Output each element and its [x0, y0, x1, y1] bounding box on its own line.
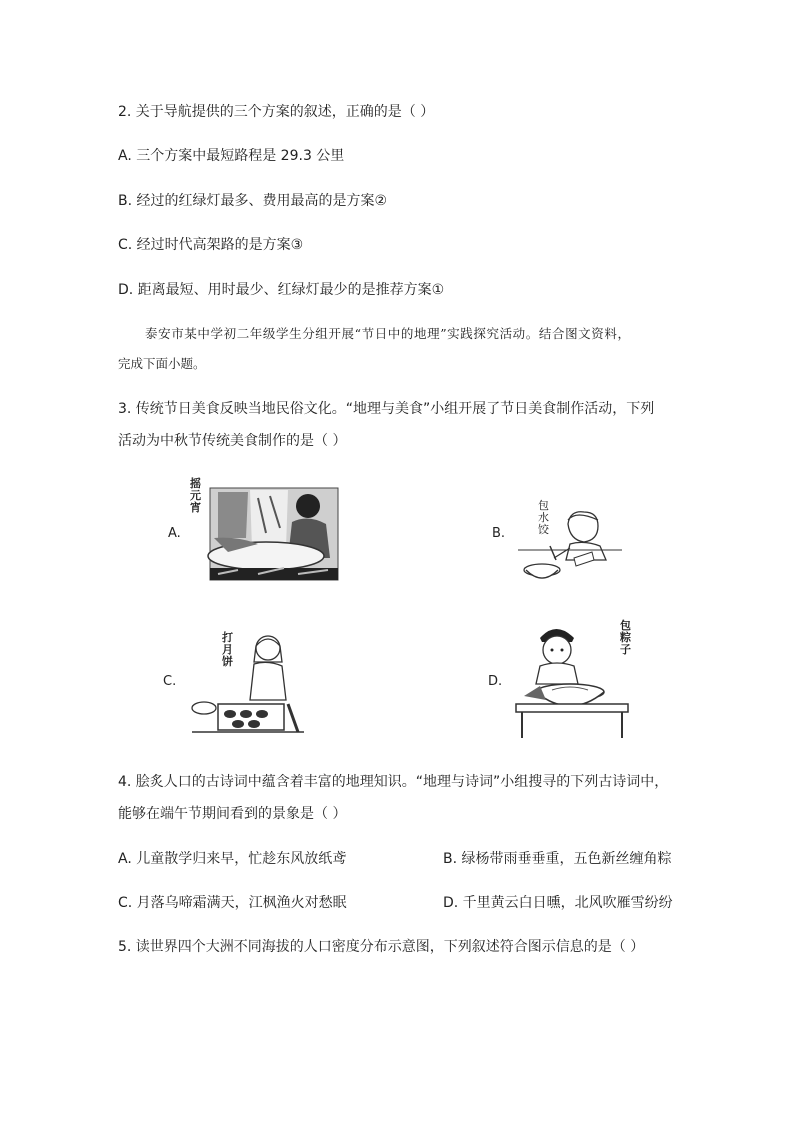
figure-a-letter: A. — [168, 526, 181, 541]
q3-stem-line-1: 3. 传统节日美食反映当地民俗文化。“地理与美食”小组开展了节日美食制作活动，下列 — [118, 401, 655, 417]
figure-b-image — [514, 499, 626, 584]
figure-d-letter: D. — [488, 674, 503, 689]
q4-option-d: D. 千里黄云白日曛，北风吹雁雪纷纷 — [443, 895, 673, 911]
q2-option-b: B. 经过的红绿灯最多、费用最高的是方案② — [118, 193, 388, 209]
q4-stem-line-2: 能够在端午节期间看到的景象是（ ） — [118, 806, 347, 822]
q4-option-c: C. 月落乌啼霜满天，江枫渔火对愁眠 — [118, 895, 347, 911]
figure-a-image — [188, 478, 340, 582]
figure-d-caption: 包粽子 — [620, 619, 631, 656]
q2-option-d: D. 距离最短、用时最少、红绿灯最少的是推荐方案① — [118, 282, 445, 298]
figure-a-caption: 摇元宵 — [190, 477, 201, 514]
q4-option-a: A. 儿童散学归来早，忙趁东风放纸鸢 — [118, 851, 347, 867]
intro-line-2: 完成下面小题。 — [118, 356, 206, 371]
q4-option-b: B. 绿杨带雨垂垂重，五色新丝缠角粽 — [443, 851, 672, 867]
figure-c-letter: C. — [163, 674, 177, 689]
q2-option-a: A. 三个方案中最短路程是 29.3 公里 — [118, 148, 345, 164]
intro-line-1: 泰安市某中学初二年级学生分组开展“节日中的地理”实践探究活动。结合图文资料， — [145, 326, 631, 341]
q2-stem: 2. 关于导航提供的三个方案的叙述，正确的是（ ） — [118, 104, 435, 120]
figure-d-image — [512, 620, 652, 744]
intro-paragraph — [118, 319, 683, 379]
figure-c-image — [188, 628, 308, 740]
q5-stem: 5. 读世界四个大洲不同海拔的人口密度分布示意图，下列叙述符合图示信息的是（ ） — [118, 939, 645, 955]
figure-b-letter: B. — [492, 526, 506, 541]
q3-stem-line-2: 活动为中秋节传统美食制作的是（ ） — [118, 433, 347, 449]
figure-b-caption: 包水饺 — [538, 499, 549, 536]
q4-stem-line-1: 4. 脍炙人口的古诗词中蕴含着丰富的地理知识。“地理与诗词”小组搜寻的下列古诗词中， — [118, 774, 669, 790]
figure-c-caption: 打月饼 — [222, 631, 233, 668]
q2-option-c: C. 经过时代高架路的是方案③ — [118, 237, 304, 253]
